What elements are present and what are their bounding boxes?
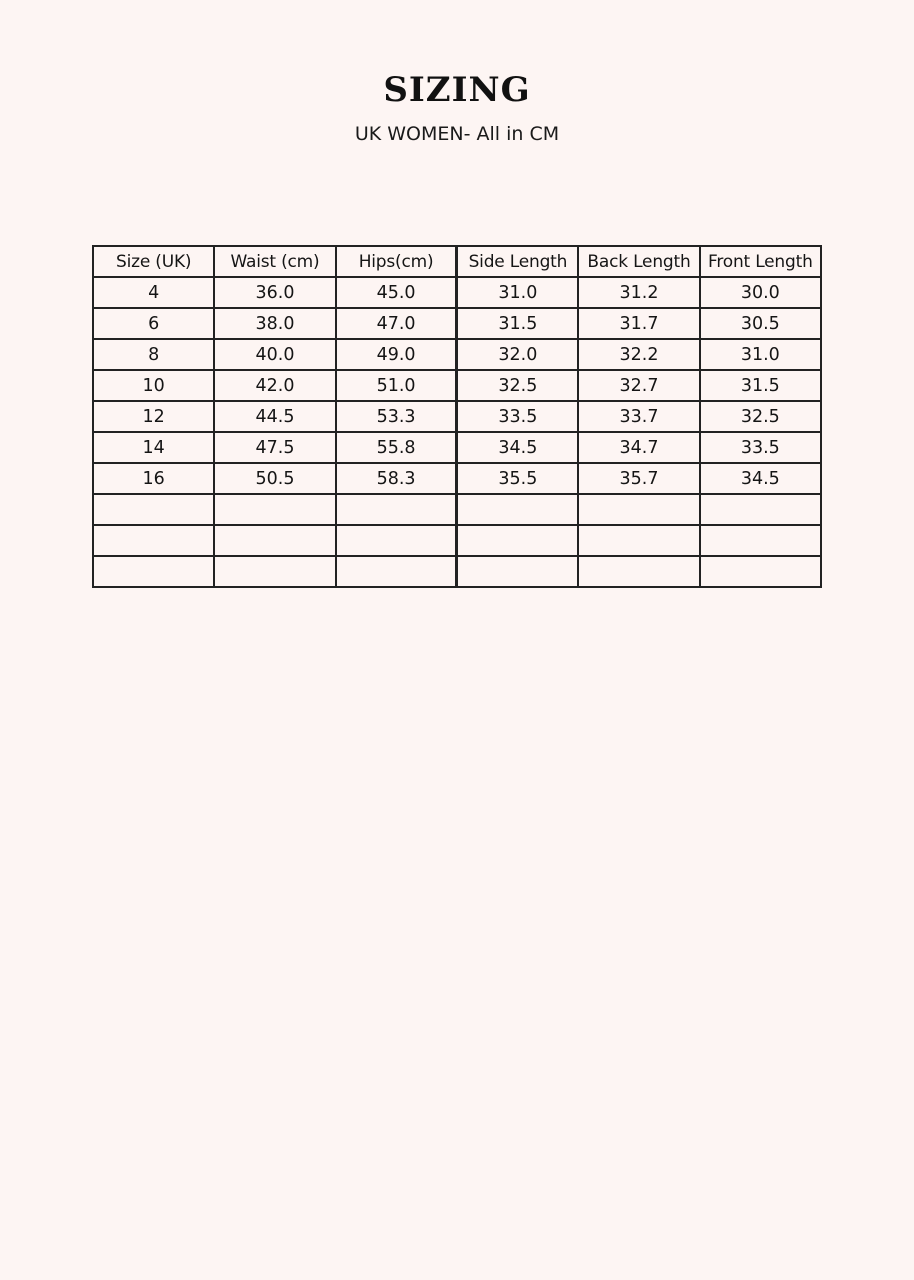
column-header-front-length: Front Length (700, 246, 821, 277)
cell-back-length: 31.2 (578, 277, 699, 308)
cell-front-length: 34.5 (700, 463, 821, 494)
cell-hips: 45.0 (336, 277, 457, 308)
cell-waist (214, 556, 335, 587)
cell-size (93, 525, 214, 556)
page-subtitle: UK WOMEN- All in CM (354, 123, 560, 145)
cell-waist: 38.0 (214, 308, 335, 339)
page-title: SIZING (383, 70, 531, 110)
cell-waist: 42.0 (214, 370, 335, 401)
cell-size: 10 (93, 370, 214, 401)
cell-side-length (457, 525, 578, 556)
cell-hips: 51.0 (336, 370, 457, 401)
cell-side-length: 35.5 (457, 463, 578, 494)
cell-hips: 58.3 (336, 463, 457, 494)
cell-size: 4 (93, 277, 214, 308)
table-row (93, 277, 821, 308)
table-row (93, 370, 821, 401)
table-row (93, 494, 821, 525)
cell-waist (214, 525, 335, 556)
cell-back-length: 34.7 (578, 432, 699, 463)
cell-front-length: 30.5 (700, 308, 821, 339)
cell-back-length: 31.7 (578, 308, 699, 339)
cell-side-length: 33.5 (457, 401, 578, 432)
cell-side-length (457, 494, 578, 525)
cell-back-length: 32.7 (578, 370, 699, 401)
table-body (93, 277, 821, 587)
cell-side-length: 31.5 (457, 308, 578, 339)
cell-front-length: 33.5 (700, 432, 821, 463)
cell-waist: 44.5 (214, 401, 335, 432)
table-row (93, 308, 821, 339)
cell-hips: 53.3 (336, 401, 457, 432)
cell-hips: 49.0 (336, 339, 457, 370)
cell-hips (336, 525, 457, 556)
column-header-side-length: Side Length (457, 246, 578, 277)
cell-waist: 40.0 (214, 339, 335, 370)
cell-waist: 47.5 (214, 432, 335, 463)
table-row (93, 432, 821, 463)
cell-side-length: 31.0 (457, 277, 578, 308)
cell-side-length: 34.5 (457, 432, 578, 463)
size-chart-table (92, 245, 822, 588)
cell-back-length (578, 556, 699, 587)
table-row (93, 339, 821, 370)
cell-back-length (578, 525, 699, 556)
table-header-row (93, 246, 821, 277)
column-header-hips: Hips(cm) (336, 246, 457, 277)
cell-front-length: 32.5 (700, 401, 821, 432)
table-row (93, 401, 821, 432)
cell-side-length: 32.0 (457, 339, 578, 370)
cell-back-length: 33.7 (578, 401, 699, 432)
cell-front-length: 31.0 (700, 339, 821, 370)
cell-hips: 47.0 (336, 308, 457, 339)
cell-size (93, 556, 214, 587)
table-row (93, 556, 821, 587)
cell-size: 14 (93, 432, 214, 463)
cell-waist: 50.5 (214, 463, 335, 494)
cell-waist: 36.0 (214, 277, 335, 308)
cell-front-length (700, 494, 821, 525)
cell-size: 16 (93, 463, 214, 494)
cell-waist (214, 494, 335, 525)
column-header-waist: Waist (cm) (214, 246, 335, 277)
cell-hips (336, 556, 457, 587)
cell-hips: 55.8 (336, 432, 457, 463)
cell-size: 6 (93, 308, 214, 339)
table-row (93, 463, 821, 494)
column-header-size: Size (UK) (93, 246, 214, 277)
cell-front-length: 30.0 (700, 277, 821, 308)
cell-back-length: 35.7 (578, 463, 699, 494)
cell-hips (336, 494, 457, 525)
cell-back-length (578, 494, 699, 525)
cell-size: 12 (93, 401, 214, 432)
cell-size (93, 494, 214, 525)
cell-front-length (700, 525, 821, 556)
table-row (93, 525, 821, 556)
cell-front-length (700, 556, 821, 587)
column-header-back-length: Back Length (578, 246, 699, 277)
cell-size: 8 (93, 339, 214, 370)
cell-side-length (457, 556, 578, 587)
cell-back-length: 32.2 (578, 339, 699, 370)
cell-side-length: 32.5 (457, 370, 578, 401)
cell-front-length: 31.5 (700, 370, 821, 401)
